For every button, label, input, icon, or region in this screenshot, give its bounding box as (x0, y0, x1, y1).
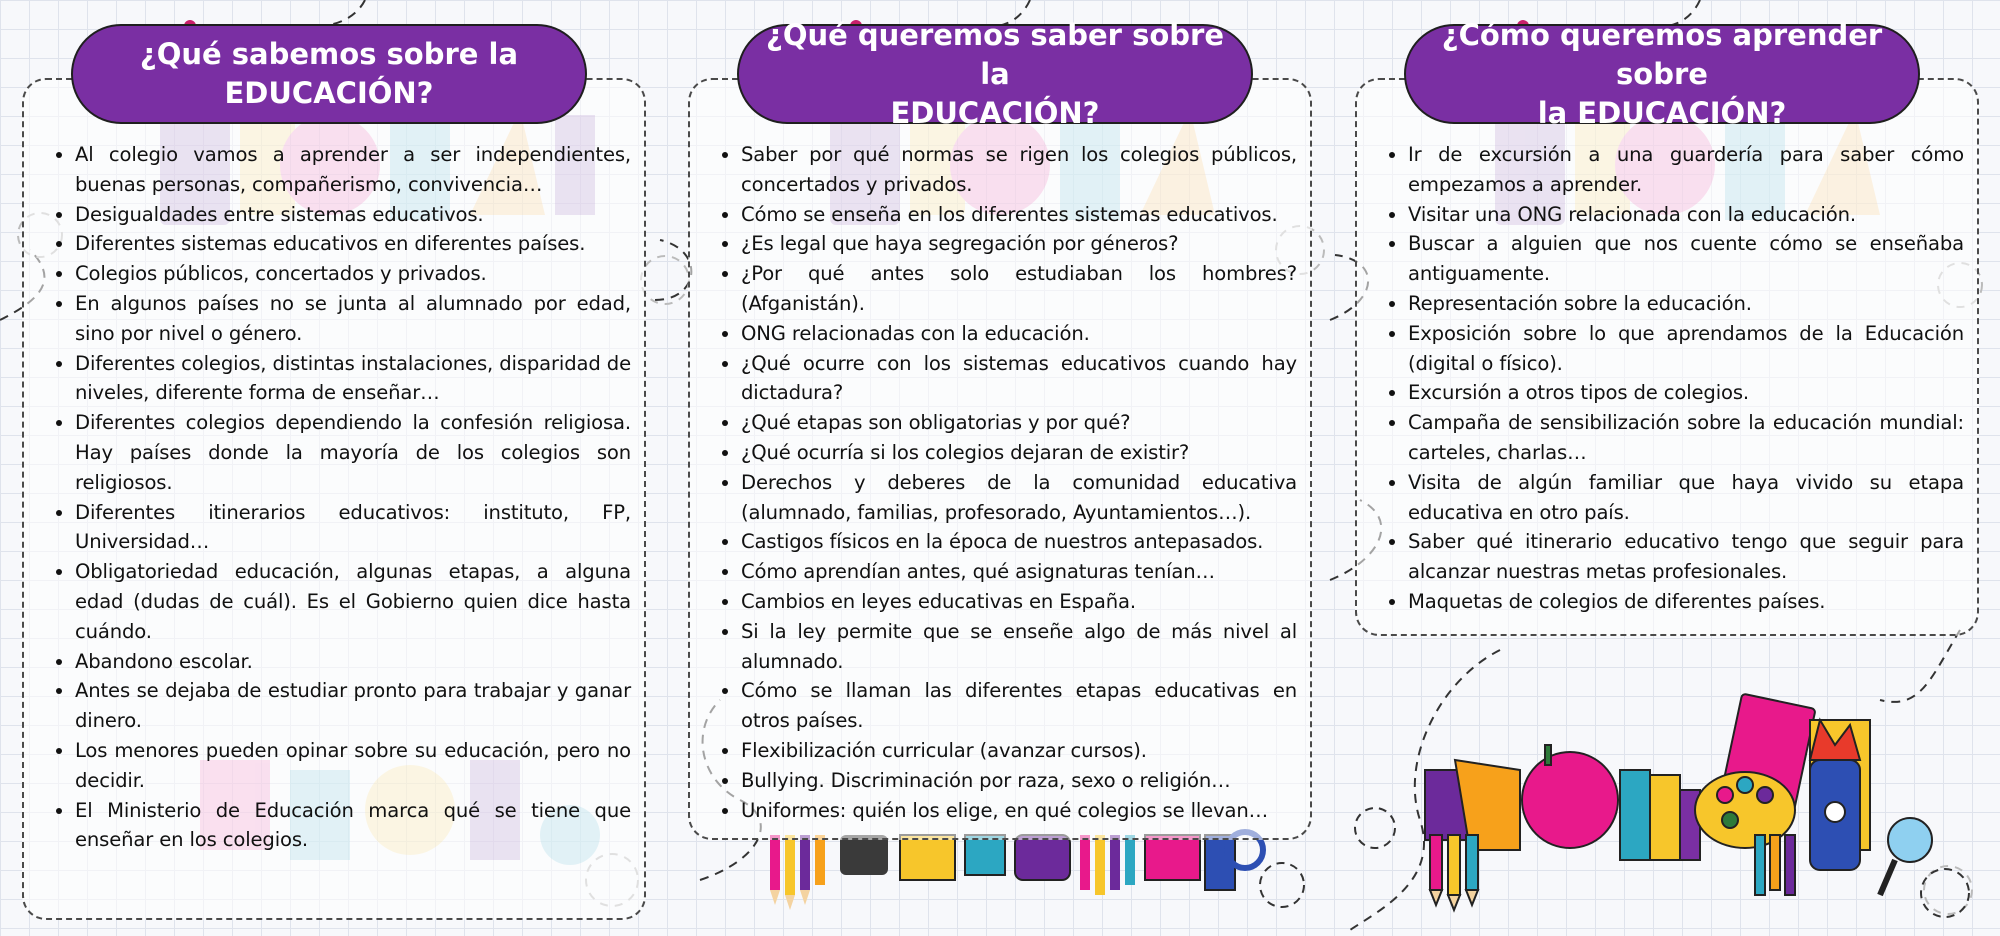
list-item: • Castigos físicos en la época de nuestros antepasados. (741, 527, 1297, 557)
header-want-line2: EDUCACIÓN? (890, 95, 1100, 130)
list-want (711, 140, 1297, 825)
list-item: • Maquetas de colegios de diferentes países. (1408, 587, 1964, 617)
list-item: • Diferentes itinerarios educativos: instituto, FP, Universidad… (75, 498, 631, 558)
list-item: • ¿Qué etapas son obligatorias y por qué? (741, 408, 1297, 438)
list-item: • Diferentes colegios dependiendo la confesión religiosa. Hay países donde la mayoría de los colegios son religiosos. (75, 408, 631, 497)
header-know (71, 24, 587, 124)
header-know-line1: ¿Qué sabemos sobre la (139, 37, 519, 71)
list-item: • Desigualdades entre sistemas educativos. (75, 200, 631, 230)
list-item: • Abandono escolar. (75, 647, 631, 677)
list-item: • Uniformes: quién los elige, en qué colegios se llevan… (741, 796, 1297, 826)
header-how (1404, 17, 1920, 130)
list-item: • ¿Qué ocurre con los sistemas educativos cuando hay dictadura? (741, 349, 1297, 409)
list-item: • Derechos y deberes de la comunidad educativa (alumnado, familias, profesorado, Ayuntamientos…). (741, 468, 1297, 528)
header-how-line1: ¿Cómo queremos aprender sobre (1441, 17, 1883, 91)
list-item: • Diferentes colegios, distintas instalaciones, disparidad de niveles, diferente forma de enseñar… (75, 349, 631, 409)
list-item: • Representación sobre la educación. (1408, 289, 1964, 319)
list-item: • Visitar una ONG relacionada con la educación. (1408, 200, 1964, 230)
list-item: • Cómo aprendían antes, qué asignaturas tenían… (741, 557, 1297, 587)
header-know-line2: EDUCACIÓN? (224, 76, 434, 110)
list-item: • Diferentes sistemas educativos en diferentes países. (75, 229, 631, 259)
list-item: • Visita de algún familiar que haya vivido su etapa educativa en otro país. (1408, 468, 1964, 528)
header-want-line1: ¿Qué queremos saber sobre la (766, 17, 1224, 91)
list-item: • ONG relacionadas con la educación. (741, 319, 1297, 349)
list-item: • Saber qué itinerario educativo tengo que seguir para alcanzar nuestras metas profesionales. (1408, 527, 1964, 587)
header-how-line2: la EDUCACIÓN? (1537, 95, 1787, 130)
list-item: • Campaña de sensibilización sobre la educación mundial: carteles, charlas… (1408, 408, 1964, 468)
list-item: • Cómo se enseña en los diferentes sistemas educativos. (741, 200, 1297, 230)
list-item: • Los menores pueden opinar sobre su educación, pero no decidir. (75, 736, 631, 796)
list-know (45, 140, 631, 855)
list-item: • Exposición sobre lo que aprendamos de la Educación (digital o físico). (1408, 319, 1964, 379)
list-item: • Buscar a alguien que nos cuente cómo se enseñaba antiguamente. (1408, 229, 1964, 289)
list-item: • El Ministerio de Educación marca qué se tiene que enseñar en los colegios. (75, 796, 631, 856)
list-item: • Ir de excursión a una guardería para saber cómo empezamos a aprender. (1408, 140, 1964, 200)
list-item: • Bullying. Discriminación por raza, sexo o religión… (741, 766, 1297, 796)
list-item: • ¿Qué ocurría si los colegios dejaran de existir? (741, 438, 1297, 468)
list-item: • Saber por qué normas se rigen los colegios públicos, concertados y privados. (741, 140, 1297, 200)
list-item: • Antes se dejaba de estudiar pronto para trabajar y ganar dinero. (75, 676, 631, 736)
list-item: • ¿Por qué antes solo estudiaban los hombres? (Afganistán). (741, 259, 1297, 319)
list-item: • En algunos países no se junta al alumnado por edad, sino por nivel o género. (75, 289, 631, 349)
list-how (1378, 140, 1964, 617)
list-item: • Cómo se llaman las diferentes etapas educativas en otros países. (741, 676, 1297, 736)
list-item: • Cambios en leyes educativas en España. (741, 587, 1297, 617)
list-item: • Al colegio vamos a aprender a ser independientes, buenas personas, compañerismo, convivencia… (75, 140, 631, 200)
list-item: • Flexibilización curricular (avanzar cursos). (741, 736, 1297, 766)
list-item: • Excursión a otros tipos de colegios. (1408, 378, 1964, 408)
list-item: • Colegios públicos, concertados y privados. (75, 259, 631, 289)
header-want (737, 17, 1253, 130)
list-item: • Si la ley permite que se enseñe algo de más nivel al alumnado. (741, 617, 1297, 677)
list-item: • Obligatoriedad educación, algunas etapas, a alguna edad (dudas de cuál). Es el Gobierno quien dice hasta cuándo. (75, 557, 631, 646)
list-item: • ¿Es legal que haya segregación por géneros? (741, 229, 1297, 259)
